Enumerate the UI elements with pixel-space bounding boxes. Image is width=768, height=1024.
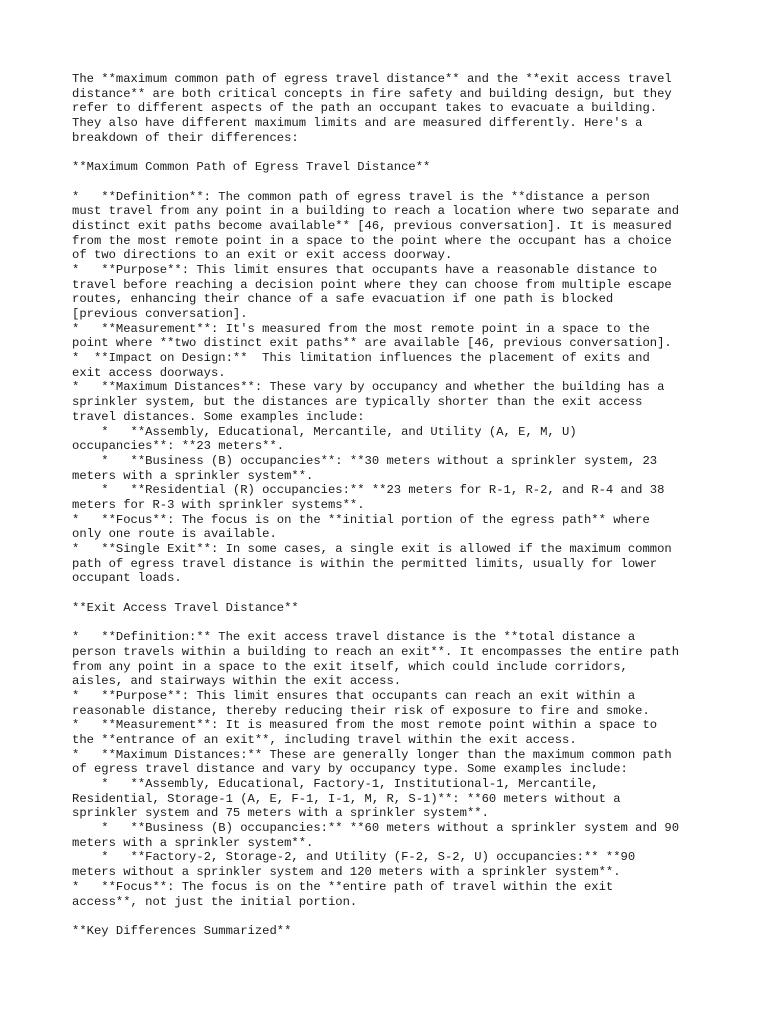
text-line: * **Factory-2, Storage-2, and Utility (F-2, S-2, U) occupancies:** **90	[72, 850, 636, 865]
text-line: * **Single Exit**: In some cases, a single exit is allowed if the maximum common	[72, 542, 672, 556]
text-line: distance** are both critical concepts in fire safety and building design, but they	[72, 86, 672, 101]
text-line: They also have different maximum limits and are measured differently. Here's a	[72, 116, 643, 131]
text-line: point where **two distinct exit paths** are available [46, previous conversation].	[72, 336, 672, 351]
text-line: distinct exit paths become available** [46, previous conversation]. It is measured	[72, 218, 672, 233]
text-line: meters with a sprinkler system**.	[72, 468, 314, 483]
text-line: breakdown of their differences:	[72, 130, 299, 145]
text-line: reasonable distance, thereby reducing their risk of exposure to fire and smoke.	[72, 703, 650, 718]
text-line: The **maximum common path of egress travel distance** and the **exit access travel	[72, 72, 672, 86]
text-line: * **Measurement**: It's measured from the most remote point in a space to the	[72, 321, 650, 336]
text-line: from the most remote point in a space to the point where the occupant has a choice	[72, 233, 672, 248]
text-line: * **Maximum Distances:** These are generally longer than the maximum common path	[72, 747, 672, 762]
text-line: * **Definition:** The exit access travel distance is the **total distance a	[72, 630, 636, 645]
text-line: refer to different aspects of the path an occupant takes to evacuate a building.	[72, 101, 658, 116]
text-line: * **Definition**: The common path of egress travel is the **distance a person	[72, 189, 650, 204]
text-line: sprinkler system, but the distances are typically shorter than the exit access	[72, 395, 643, 410]
blank-line	[72, 909, 712, 924]
text-line: * **Focus**: The focus is on the **initial portion of the egress path** where	[72, 512, 650, 527]
text-line: Residential, Storage-1 (A, E, F-1, I-1, M, R, S-1)**: **60 meters without a	[72, 791, 621, 806]
text-line: [previous conversation].	[72, 307, 248, 321]
text-line: of egress travel distance and vary by occupancy type. Some examples include:	[72, 762, 628, 777]
text-line: * **Purpose**: This limit ensures that occupants have a reasonable distance to	[72, 262, 658, 277]
text-line: access**, not just the initial portion.	[72, 894, 358, 909]
text-line: * **Purpose**: This limit ensures that occupants can reach an exit within a	[72, 688, 636, 703]
text-line: * **Assembly, Educational, Factory-1, Institutional-1, Mercantile,	[72, 777, 599, 791]
blank-line	[72, 175, 712, 190]
text-line: exit access doorways.	[72, 365, 226, 380]
text-line: only one route is available.	[72, 527, 277, 542]
text-line: path of egress travel distance is within the permitted limits, usually for lower	[72, 556, 658, 571]
text-line: occupancies**: **23 meters**.	[72, 439, 285, 454]
text-line: the **entrance of an exit**, including travel within the exit access.	[72, 732, 577, 747]
text-line: * **Impact on Design:** This limitation influences the placement of exits and	[72, 351, 650, 366]
text-line: **Key Differences Summarized**	[72, 923, 292, 938]
text-line: aisles, and stairways within the exit access.	[72, 674, 402, 689]
text-line: of two directions to an exit or exit access doorway.	[72, 248, 453, 263]
text-line: travel distances. Some examples include:	[72, 409, 365, 424]
text-line: **Exit Access Travel Distance**	[72, 600, 299, 615]
text-line: must travel from any point in a building to reach a location where two separate and	[72, 204, 680, 219]
text-line: * **Business (B) occupancies**: **30 meters without a sprinkler system, 23	[72, 453, 658, 468]
text-line: * **Measurement**: It is measured from the most remote point within a space to	[72, 718, 658, 733]
text-line: * **Residential (R) occupancies:** **23 meters for R-1, R-2, and R-4 and 38	[72, 483, 665, 498]
text-line: travel before reaching a decision point where they can choose from multiple escape	[72, 277, 672, 292]
text-line: person travels within a building to reach an exit**. It encompasses the entire path	[72, 644, 680, 659]
blank-line	[72, 615, 712, 630]
text-line: sprinkler system and 75 meters with a sprinkler system**.	[72, 806, 489, 821]
text-line: meters without a sprinkler system and 120 meters with a sprinkler system**.	[72, 865, 621, 880]
text-line: * **Business (B) occupancies:** **60 meters without a sprinkler system and 90	[72, 821, 680, 836]
text-line: * **Maximum Distances**: These vary by occupancy and whether the building has a	[72, 380, 665, 395]
text-line: routes, enhancing their chance of a safe evacuation if one path is blocked	[72, 292, 614, 307]
text-line: meters for R-3 with sprinkler systems**.	[72, 497, 365, 512]
text-line: * **Focus**: The focus is on the **entire path of travel within the exit	[72, 879, 614, 894]
text-line: occupant loads.	[72, 571, 182, 586]
text-line: * **Assembly, Educational, Mercantile, and Utility (A, E, M, U)	[72, 424, 577, 439]
text-line: from any point in a space to the exit itself, which could include corridors,	[72, 659, 628, 674]
blank-line	[72, 145, 712, 160]
document-page	[72, 72, 712, 939]
blank-line	[72, 586, 712, 601]
text-line: meters with a sprinkler system**.	[72, 835, 314, 850]
text-line: **Maximum Common Path of Egress Travel Distance**	[72, 160, 431, 175]
